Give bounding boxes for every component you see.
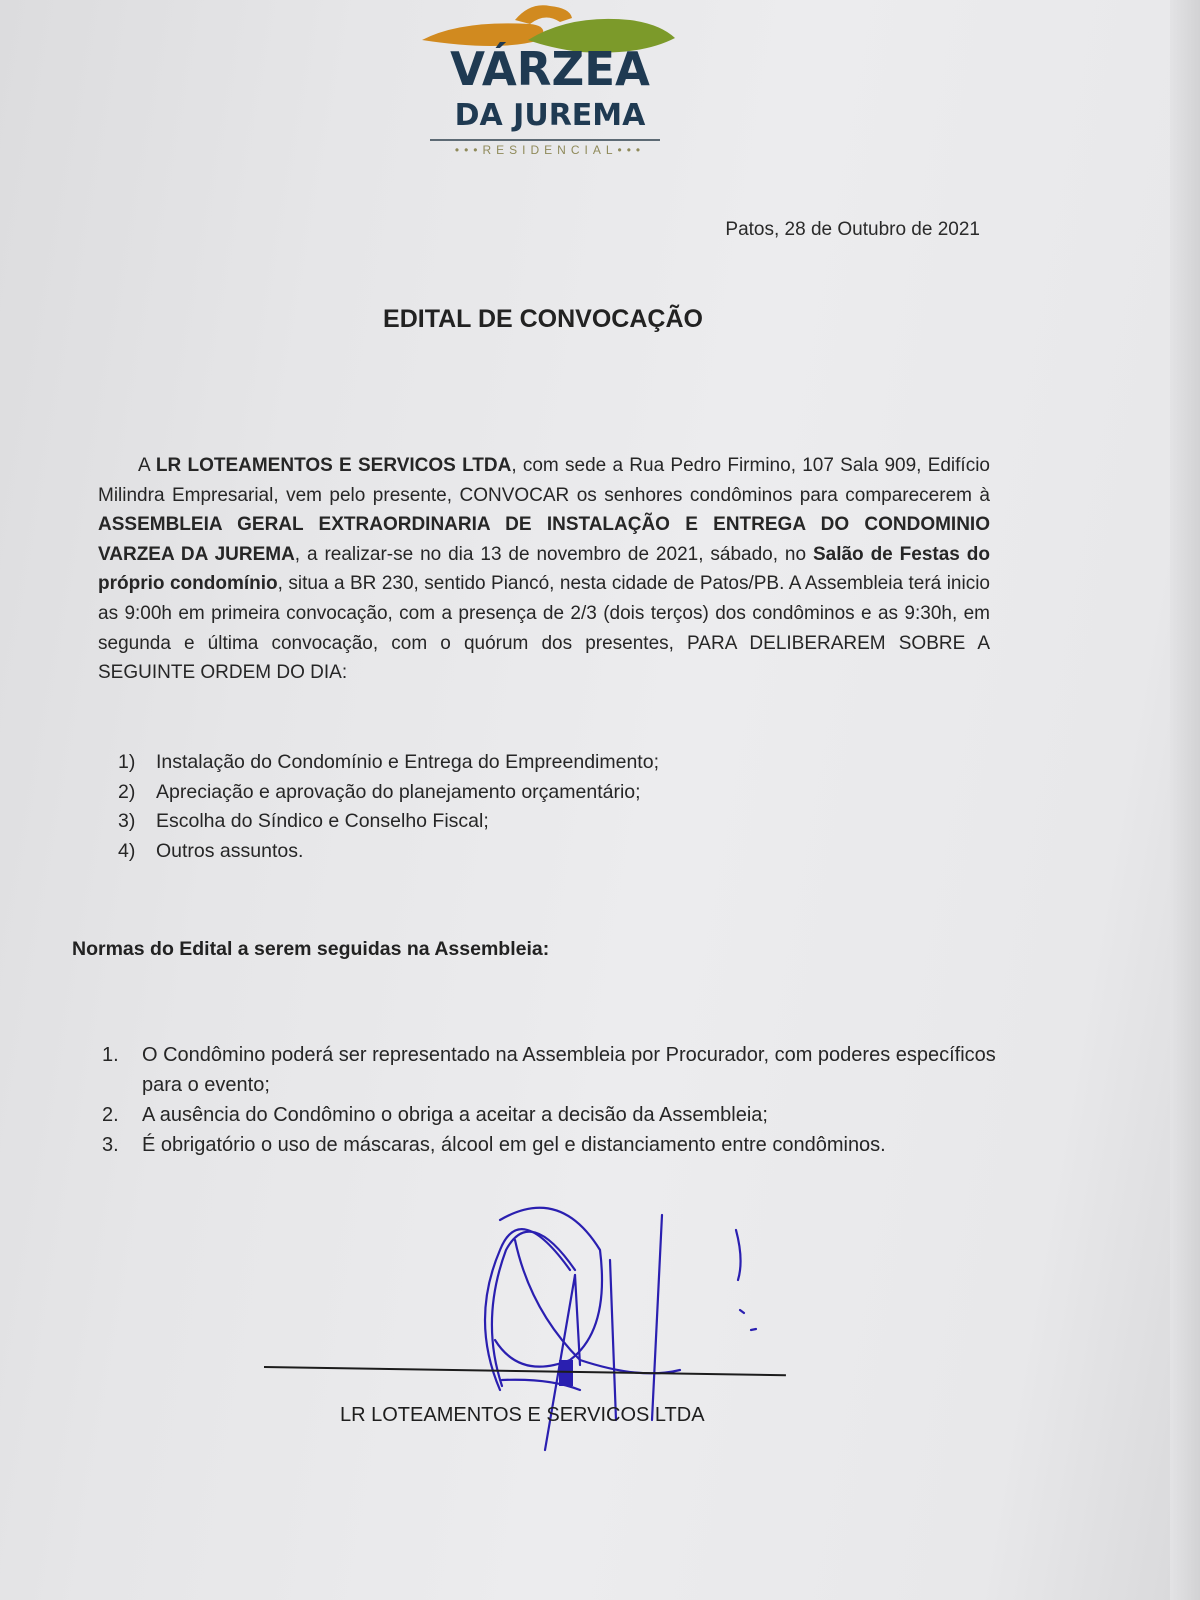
- body-text-1: A: [138, 455, 156, 476]
- body-text-2: , com sede a Rua Pedro Firmino, 107 Sala 909, Edifício Milindra Empresarial, vem pelo presente, CONVOCAR os senhores condôminos para comparecerem à: [98, 455, 991, 506]
- logo: [420, 0, 680, 160]
- document-date: Patos, 28 de Outubro de 2021: [725, 219, 980, 240]
- norm-item: [102, 1130, 1007, 1160]
- agenda-number: 1): [118, 751, 136, 773]
- agenda-number: 3): [118, 810, 136, 832]
- logo-line2: DA JUREMA: [454, 98, 646, 133]
- norms-heading: Normas do Edital a serem seguidas na Assembleia:: [72, 938, 550, 960]
- body-text-3: , a realizar-se no dia 13 de novembro de 2021, sábado, no: [294, 543, 813, 565]
- norm-number: 1.: [102, 1044, 119, 1066]
- signature-icon: [440, 1190, 780, 1470]
- agenda-item: [118, 778, 659, 808]
- assembly-name-bold: ASSEMBLEIA GERAL EXTRAORDINARIA DE INSTALAÇÃO E ENTREGA DO CONDOMINIO VARZEA DA JUREMA: [98, 514, 990, 565]
- norm-number: 2.: [102, 1104, 119, 1126]
- agenda-list: [118, 748, 659, 866]
- logo-tagline: •••RESIDENCIAL•••: [454, 143, 646, 157]
- norm-text: É obrigatório o uso de máscaras, álcool em gel e distanciamento entre condôminos.: [142, 1134, 886, 1156]
- norms-list: [102, 1040, 1007, 1160]
- company-name-bold: LR LOTEAMENTOS E SERVICOS LTDA: [155, 455, 512, 476]
- norm-item: [102, 1100, 1007, 1130]
- signatory-name: LR LOTEAMENTOS E SERVICOS LTDA: [340, 1404, 705, 1426]
- norm-item: [102, 1040, 1007, 1100]
- logo-line1: VÁRZEA: [450, 42, 650, 96]
- agenda-text: Escolha do Síndico e Conselho Fiscal;: [156, 810, 489, 832]
- agenda-text: Outros assuntos.: [156, 839, 304, 862]
- body-paragraph: [98, 451, 990, 688]
- agenda-text: Apreciação e aprovação do planejamento orçamentário;: [156, 780, 641, 803]
- agenda-number: 2): [118, 780, 136, 803]
- agenda-item: [118, 807, 659, 837]
- agenda-item: [118, 837, 659, 867]
- norm-number: 3.: [102, 1134, 119, 1156]
- agenda-text: Instalação do Condomínio e Entrega do Empreendimento;: [156, 751, 659, 773]
- document-title: EDITAL DE CONVOCAÇÃO: [383, 305, 703, 333]
- body-text-4: , situa a BR 230, sentido Piancó, nesta cidade de Patos/PB. A Assembleia terá inicio as 9:00h em primeira convocação, com a presença de 2/3 (dois terços) dos condôminos e as 9:30h, em segunda e última convocação, com o quórum dos presentes, PARA DELIBERAREM SOBRE A SEGUINTE ORDEM DO DIA:: [98, 573, 990, 684]
- norm-text: A ausência do Condômino o obriga a aceitar a decisão da Assembleia;: [142, 1104, 768, 1126]
- paper-edge: [1170, 0, 1200, 1600]
- agenda-item: [118, 748, 659, 778]
- venue-bold: Salão de Festas do próprio condomínio: [98, 543, 990, 595]
- logo-rule: [430, 139, 660, 141]
- norm-text: O Condômino poderá ser representado na Assembleia por Procurador, com poderes específicos para o evento;: [142, 1044, 996, 1096]
- agenda-number: 4): [118, 839, 136, 862]
